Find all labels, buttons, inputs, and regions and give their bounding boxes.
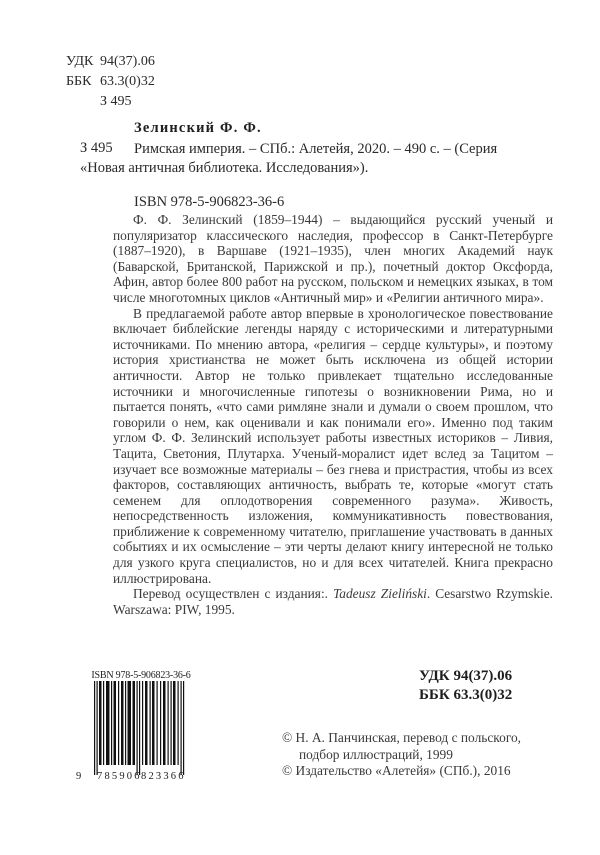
barcode-digits-group-2: 823366 (141, 771, 186, 782)
bbk-bold: ББК 63.3(0)32 (419, 687, 513, 703)
udk-row (66, 52, 155, 72)
bbk-value: 63.3(0)32 (100, 74, 155, 89)
udk-bold: УДК 94(37).06 (419, 668, 513, 684)
copyright-publisher: © Издательство «Алетейя» (СПб.), 2016 (282, 763, 511, 778)
classification-bold (419, 667, 512, 705)
isbn-text: ISBN 978-5-906823-36-6 (134, 194, 285, 210)
annotation-paragraph-2: В предлагаемой работе автор впервые в хронологическое повествование включает библейские легенды наряду с историческими и литературными источниками. По мнению автора, «религия – сердце культуры», и поэтому история христианства не может быть исключена из общей истории античности. Автор не только привлекает тщательно исследованные источники и многочисленные гипотезы о возникновении Рима, но и пытается понять, «что сами римляне знали и думали о своем прошлом, что говорили о нем, как оценивали и как понимали его». Именно под таким углом Ф. Ф. Зелинский использует работы известных историков – Ливия, Тацита, Светония, Плутарха. Ученый-моралист идет вслед за Тацитом – изучает все возможные материалы – без гнева и пристрастия, чтобы из всех факторов, составляющих античность, выбрать те, которые «могут стать семенем для оплодотворения современного разума». Живость, непосредственность изложения, коммуникативность повествования, приближение к современному читателю, приглашение участвовать в данных событиях и их осмысление – эти черты делают книгу интересной не только для узкого круга специалистов, но и для всех читателей. Книга прекрасно иллюстрирована. (113, 305, 553, 586)
copyright-translator-cont: подбор иллюстраций, 1999 (299, 746, 453, 762)
barcode-bars-icon (86, 681, 196, 775)
annotation-paragraph-1: Ф. Ф. Зелинский (1859–1944) – выдающийся русский ученый и популяризатор классического наследия, профессор в Санкт-Петербурге (1887–1920), в Варшаве (1921–1935), член многих Академий наук (Баварской, Британской, Парижской и пр.), почетный доктор Оксфорда, Афин, автор более 800 работ на русском, польском и немецких языках, в том числе многотомных циклов «Античный мир» и «Религии античного мира». (113, 212, 553, 305)
cutter-row (66, 92, 155, 112)
annotation-paragraph-3 (113, 586, 553, 617)
bibliographic-cutter: З 495 (80, 140, 113, 156)
isbn-barcode (76, 670, 196, 782)
udk-value: 94(37).06 (100, 54, 155, 69)
copyright-translator: © Н. А. Панчинская, перевод с польского, (282, 730, 522, 745)
bbk-label: ББК (66, 74, 92, 89)
copyright-block (282, 730, 521, 780)
barcode-isbn-label: ISBN 978-5-906823-36-6 (91, 670, 191, 681)
bibliographic-line-2: «Новая античная библиотека. Исследования»). (80, 160, 369, 176)
classification-block (66, 52, 155, 112)
author-heading: Зелинский Ф. Ф. (134, 120, 262, 136)
bbk-row (66, 72, 155, 92)
translation-source-suffix: . Cesarstwo Rzymskie. Warszawa: PIW, 1995. (113, 586, 554, 617)
cutter-number: З 495 (100, 94, 132, 109)
udk-label: УДК (66, 54, 94, 69)
barcode-lead-digit: 9 (76, 771, 84, 782)
translation-source-prefix: Перевод осуществлен с издания:. (133, 586, 334, 602)
bibliographic-line-1: Римская империя. – СПб.: Алетейя, 2020. – 490 с. – (Серия (134, 141, 498, 157)
annotation (113, 212, 553, 617)
barcode-digits-group-1: 785906 (97, 771, 142, 782)
original-author: Tadeusz Zieliński (333, 586, 427, 602)
